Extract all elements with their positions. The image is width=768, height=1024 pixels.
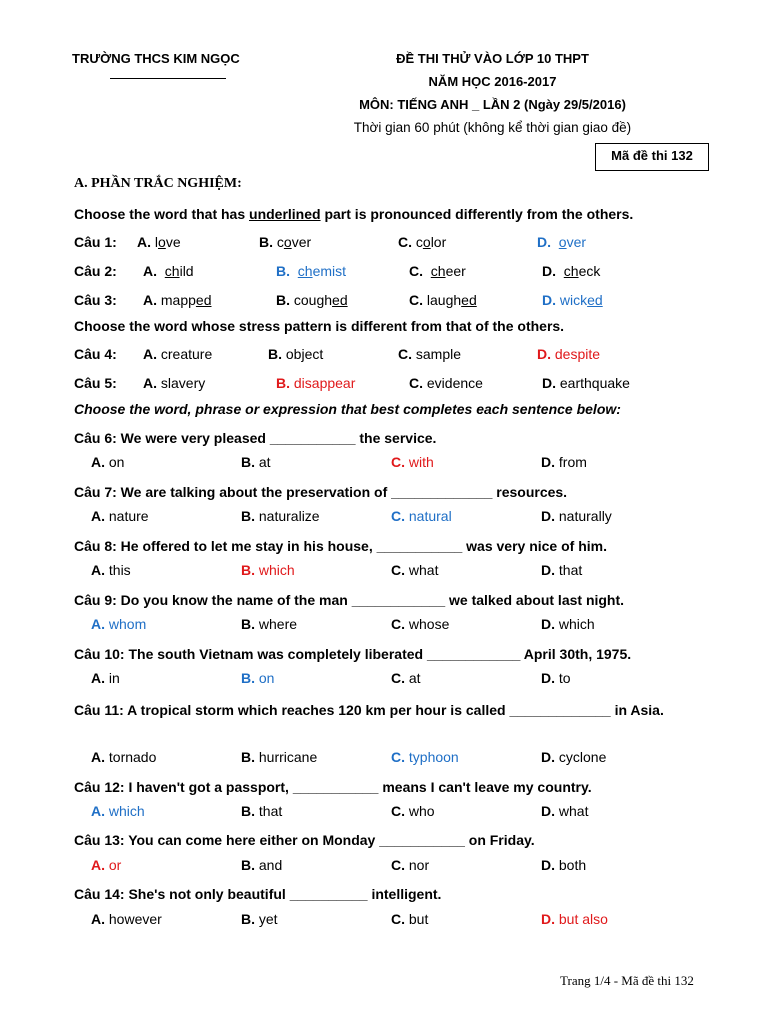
page-footer: Trang 1/4 - Mã đề thi 132 [560, 973, 694, 988]
option-c: C. sample [398, 346, 462, 362]
option-d: D. from [541, 454, 587, 470]
option-a-correct: A. whom [91, 616, 147, 632]
option-b: B. and [241, 857, 283, 873]
option-d: D. both [541, 857, 587, 873]
school-name: TRƯỜNG THCS KIM NGỌC [72, 51, 240, 66]
option-d: D. check [542, 263, 601, 279]
question-label: Câu 4: [74, 346, 117, 362]
question-text: Câu 9: Do you know the name of the man ____________ we talked about last night. [74, 592, 625, 608]
instruction-text: part is pronounced differently from the others. [320, 206, 634, 222]
question-text: Câu 13: You can come here either on Monday ___________ on Friday. [74, 832, 535, 848]
option-d-correct: D. despite [537, 346, 601, 362]
option-a: A. however [91, 911, 162, 927]
question-text: Câu 11: A tropical storm which reaches 120 km per hour is called _____________ in Asia. [74, 702, 664, 718]
option-b: B. hurricane [241, 749, 318, 765]
option-b-correct: B. chemist [276, 263, 347, 279]
option-c: C. nor [391, 857, 430, 873]
option-a: A. creature [143, 346, 213, 362]
option-c: C. at [391, 670, 421, 686]
question-text: Câu 10: The south Vietnam was completely liberated ____________ April 30th, 1975. [74, 646, 632, 662]
school-year: NĂM HỌC 2016-2017 [428, 74, 557, 89]
option-c-correct: C. natural [391, 508, 452, 524]
question-label: Câu 2: [74, 263, 117, 279]
option-c: C. but [391, 911, 429, 927]
completion-instruction: Choose the word, phrase or expression that best completes each sentence below: [74, 401, 621, 417]
option-c: C. whose [391, 616, 450, 632]
question-label: Câu 5: [74, 375, 117, 391]
question-text: Câu 6: We were very pleased ___________ the service. [74, 430, 437, 446]
option-b: B. coughed [276, 292, 348, 308]
option-a: A. in [91, 670, 120, 686]
instruction-text: Choose the word that has [74, 206, 250, 222]
option-d: D. what [541, 803, 589, 819]
option-a: A. tornado [91, 749, 157, 765]
exam-duration: Thời gian 60 phút (không kể thời gian giao đề) [353, 120, 632, 135]
option-d: D. earthquake [542, 375, 630, 391]
option-b: B. at [241, 454, 271, 470]
option-b: B. yet [241, 911, 278, 927]
question-text: Câu 14: She's not only beautiful __________ intelligent. [74, 886, 442, 902]
option-b: B. naturalize [241, 508, 320, 524]
option-c-correct: C. with [391, 454, 434, 470]
option-c: C. what [391, 562, 439, 578]
option-d: D. that [541, 562, 583, 578]
school-underline [110, 78, 226, 79]
option-b: B. cover [259, 234, 312, 250]
question-text: Câu 7: We are talking about the preservation of _____________ resources. [74, 484, 568, 500]
option-a-correct: A. or [91, 857, 122, 873]
pronunciation-instruction [74, 206, 633, 222]
option-c: C. laughed [409, 292, 477, 308]
question-label: Câu 1: [74, 234, 117, 250]
option-a: A. child [143, 263, 194, 279]
option-c-correct: C. typhoon [391, 749, 459, 765]
option-b-correct: B. which [241, 562, 295, 578]
option-a: A. love [137, 234, 181, 250]
section-title: A. PHẦN TRẮC NGHIỆM: [74, 176, 242, 191]
option-d-correct: D. over [537, 234, 587, 250]
option-c: C. who [391, 803, 435, 819]
option-b: B. where [241, 616, 298, 632]
option-d-correct: D. but also [541, 911, 608, 927]
option-c: C. evidence [409, 375, 483, 391]
option-d-correct: D. wicked [542, 292, 603, 308]
option-a: A. slavery [143, 375, 206, 391]
exam-code-box: Mã đề thi 132 [595, 143, 709, 171]
underlined-word: underlined [249, 206, 321, 222]
subject-line: MÔN: TIẾNG ANH _ LẦN 2 (Ngày 29/5/2016) [359, 97, 626, 112]
option-d: D. cyclone [541, 749, 607, 765]
option-a: A. mapped [143, 292, 212, 308]
option-d: D. to [541, 670, 571, 686]
option-a: A. on [91, 454, 125, 470]
stress-instruction: Choose the word whose stress pattern is different from that of the others. [74, 318, 565, 334]
option-c: C. cheer [409, 263, 466, 279]
question-text: Câu 8: He offered to let me stay in his house, ___________ was very nice of him. [74, 538, 607, 554]
option-a: A. nature [91, 508, 149, 524]
option-d: D. naturally [541, 508, 612, 524]
question-label: Câu 3: [74, 292, 117, 308]
exam-title: ĐỀ THI THỬ VÀO LỚP 10 THPT [396, 51, 589, 66]
option-a: A. this [91, 562, 131, 578]
option-b: B. object [268, 346, 324, 362]
option-c: C. color [398, 234, 447, 250]
option-b-correct: B. on [241, 670, 275, 686]
question-text: Câu 12: I haven't got a passport, ___________ means I can't leave my country. [74, 779, 592, 795]
option-a-correct: A. which [91, 803, 145, 819]
option-b-correct: B. disappear [276, 375, 356, 391]
option-b: B. that [241, 803, 283, 819]
option-d: D. which [541, 616, 595, 632]
